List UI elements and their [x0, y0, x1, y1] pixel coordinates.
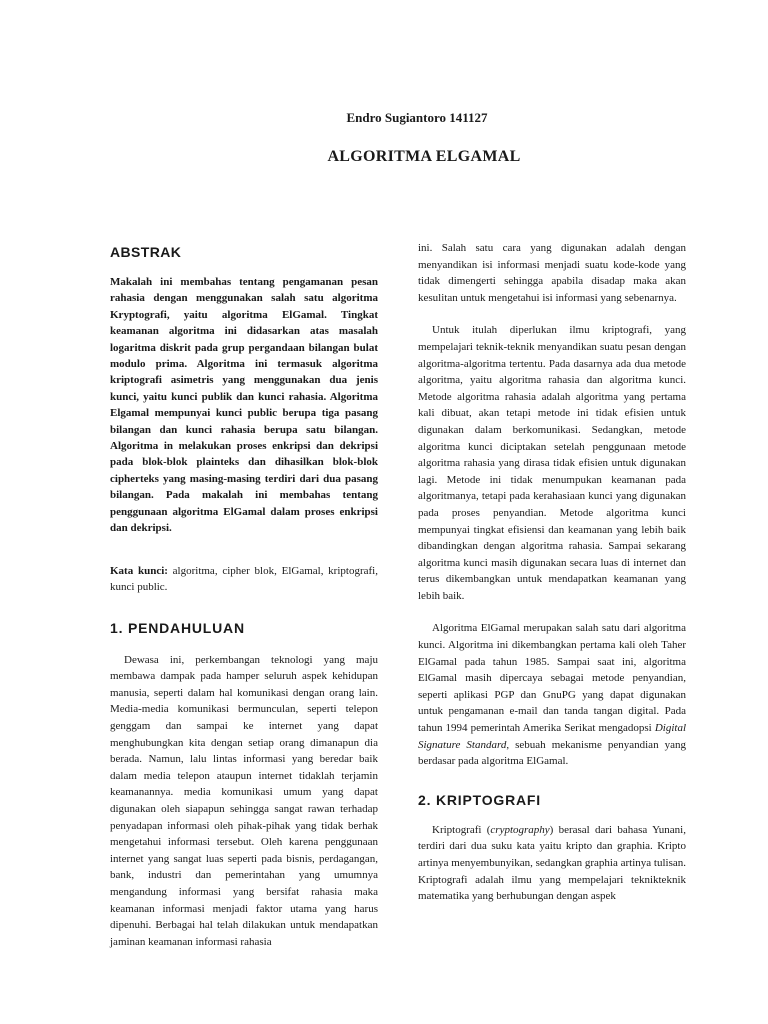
left-column: [110, 238, 378, 950]
kriptografi-paragraph-1: [418, 822, 686, 905]
paper-title: ALGORITMA ELGAMAL: [327, 148, 521, 165]
para3-emphasis: Digital Signature Standard: [418, 722, 686, 751]
pendahuluan-paragraph-2: Untuk itulah diperlukan ilmu kriptografi, yang mempelajari teknik-teknik menyandikan suatu pesan dengan algoritma-algoritma tertentu. Pada dasarnya ada dua metode algoritma, yaitu algoritma rahasia dan algoritma kunci. Metode algoritma rahasia adalah algoritma yang pertama kali dibuat, akan tetapi metode ini tidak efisien untuk digunakan dalam berkomunikasi. Sedangkan, metode algoritma kunci diciptakan setelah penggunaan metode algoritma rahasia yang dirasa tidak efisien untuk digunakan lagi. Metode ini tidak menumpukan keamanan pada algoritmanya, tetapi pada kerahasiaan kunci yang digunakan pada proses penyandian. Metode algoritma kunci mempunyai tingkat efisiensi dan keamanan yang lebih baik dibandingkan dengan algoritma rahasia. Sampai sekarang algoritma kunci masih digunakan secara luas di internet dan terus dikembangkan untuk mendapatkan keamanan yang lebih baik.: [418, 324, 686, 602]
right-column: [418, 240, 686, 905]
pendahuluan-paragraph-1: Dewasa ini, perkembangan teknologi yang maju membawa dampak pada hamper seluruh aspek kehidupan manusia, seperti dalam hal komunikasi dengan orang lain. Media-media komunikasi bermunculan, seperti telepon genggam dan sampai ke internet yang dapat menghubungkan kita dengan setiap orang dimanapun dia berada. Namun, lalu lintas informasi yang beredar baik dalam media telepon ataupun internet tidaklah terjamin keamanannya. media komunikasi umum yang dapat digunakan oleh siapapun sehingga sangat rawan terhadap penyadapan informasi oleh pihak-pihak yang tidak berhak mengetahui informasi tersebut. Oleh karena penggunaan internet yang sangat luas seperti pada bisnis, perdagangan, bank, industri dan pemerintahan yang umumnya mengandung informasi yang bersifat rahasia maka keamanan informasi menjadi faktor utama yang harus dipenuhi. Berbagai hal telah dilakukan untuk mendapatkan jaminan keamanan informasi rahasia: [110, 653, 378, 948]
section-heading-kriptografi: 2. KRIPTOGRAFI: [418, 791, 541, 808]
krip-text-b: ) berasal dari bahasa Yunani, terdiri dari dua suku kata yaitu kripto dan graphia. Kripto artinya menyembunyikan, sedangkan graphia artinya tulisan. Kriptografi adalah ilmu yang mempelajari teknikteknik matematika yang berhubungan dengan aspek: [418, 823, 686, 903]
keywords-label: Kata kunci:: [110, 564, 168, 577]
author-line: Endro Sugiantoro 141127: [346, 110, 488, 125]
keywords-text: algoritma, cipher blok, ElGamal, kriptografi, kunci public.: [110, 564, 378, 594]
abstract-heading: ABSTRAK: [110, 244, 182, 260]
pendahuluan-paragraph-3: [418, 620, 686, 769]
krip-emphasis: cryptography: [490, 823, 550, 836]
para3-text-b: , sebuah mekanisme penyandian yang berdasar pada algoritma ElGamal.: [418, 738, 686, 768]
abstract-text: Makalah ini membahas tentang pengamanan pesan rahasia dengan menggunakan salah satu algoritma Kryptografi, yaitu algoritma ElGamal. Tingkat keamanan algoritma ini didasarkan atas masalah logaritma diskrit pada grup pergandaan bilangan bulat modulo prima. Algoritma ini termasuk algoritma kriptografi asimetris yang menggunakan dua jenis kunci, yaitu kunci publik dan kunci rahasia. Algoritma Elgamal mempunyai kunci public berupa tiga pasang bilangan dan kunci rahasia berupa satu bilangan. Algoritma in melakukan proses enkripsi dan dekripsi pada blok-blok plainteks dan dihasilkan blok-blok cipherteks yang masing-masing terdiri dari dua pasang bilangan. Pada makalah ini membahas tentang penggunaan algoritma ElGamal dalam proses enkripsi dan dekripsi.: [110, 276, 378, 535]
para3-text-a: Algoritma ElGamal merupakan salah satu dari algoritma kunci. Algoritma ini dikembangkan pertama kali oleh Taher ElGamal pada tahun 1985. Sampai saat ini, algoritma ElGamal masih dipercaya sebagai metode penyandian, seperti aplikasi PGP dan GnuPG yang dapat digunakan untuk pengamanan e-mail dan tanda tangan digital. Pada tahun 1994 pemerintah Amerika Serikat mengadopsi: [418, 622, 686, 735]
section-heading-pendahuluan: 1. PENDAHULUAN: [110, 619, 245, 636]
keywords-line: [110, 563, 378, 596]
krip-text-a: Kriptografi (: [432, 823, 491, 836]
pendahuluan-paragraph-1-continued: ini. Salah satu cara yang digunakan adalah dengan menyandikan isi informasi menjadi suatu kode-kode yang tidak dimengerti sehingga apabila disadap maka akan kesulitan untuk mengetahui isi informasi yang sebenarnya.: [418, 242, 686, 304]
